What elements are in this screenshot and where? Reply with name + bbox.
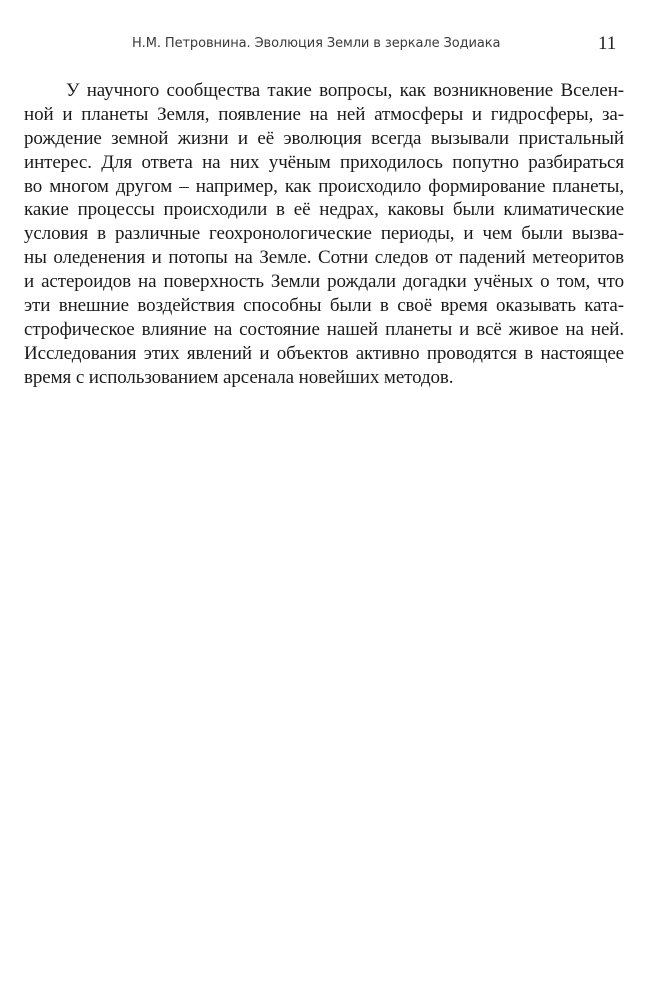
text-line: эти внешние воздействия способны были в своё время оказывать ката- [24,295,624,317]
text-line: время с использованием арсенала новейших методов. [24,366,454,388]
text-line: и астероидов на поверхность Земли рождали догадки учёных о том, что [24,271,624,293]
text-line: строфическое влияние на состояние нашей планеты и всё живое на ней. [24,318,624,340]
text-line: ны оледенения и потопы на Земле. Сотни следов от падений метеоритов [24,247,624,269]
text-line: условия в различные геохронологические периоды, и чем были вызва- [24,223,624,245]
text-line: ной и планеты Земля, появление на ней атмосферы и гидросферы, за- [24,103,624,125]
text-line: какие процессы происходили в её недрах, каковы были климатические [24,199,624,221]
running-title: Н.М. Петровнина. Эволюция Земли в зеркале Зодиака [132,36,501,51]
text-line: У научного сообщества такие вопросы, как возникновение Вселен- [66,80,624,101]
running-head [0,33,648,57]
body-paragraph [24,79,624,390]
text-line: во многом другом – например, как происходило формирование планеты, [24,175,624,197]
text-line: рождение земной жизни и её эволюция всегда вызывали пристальный [24,127,624,149]
text-line: Исследования этих явлений и объектов активно проводятся в настоящее [24,342,624,364]
text-line: интерес. Для ответа на них учёным приходилось попутно разбираться [24,151,624,173]
page-number: 11 [598,33,617,54]
